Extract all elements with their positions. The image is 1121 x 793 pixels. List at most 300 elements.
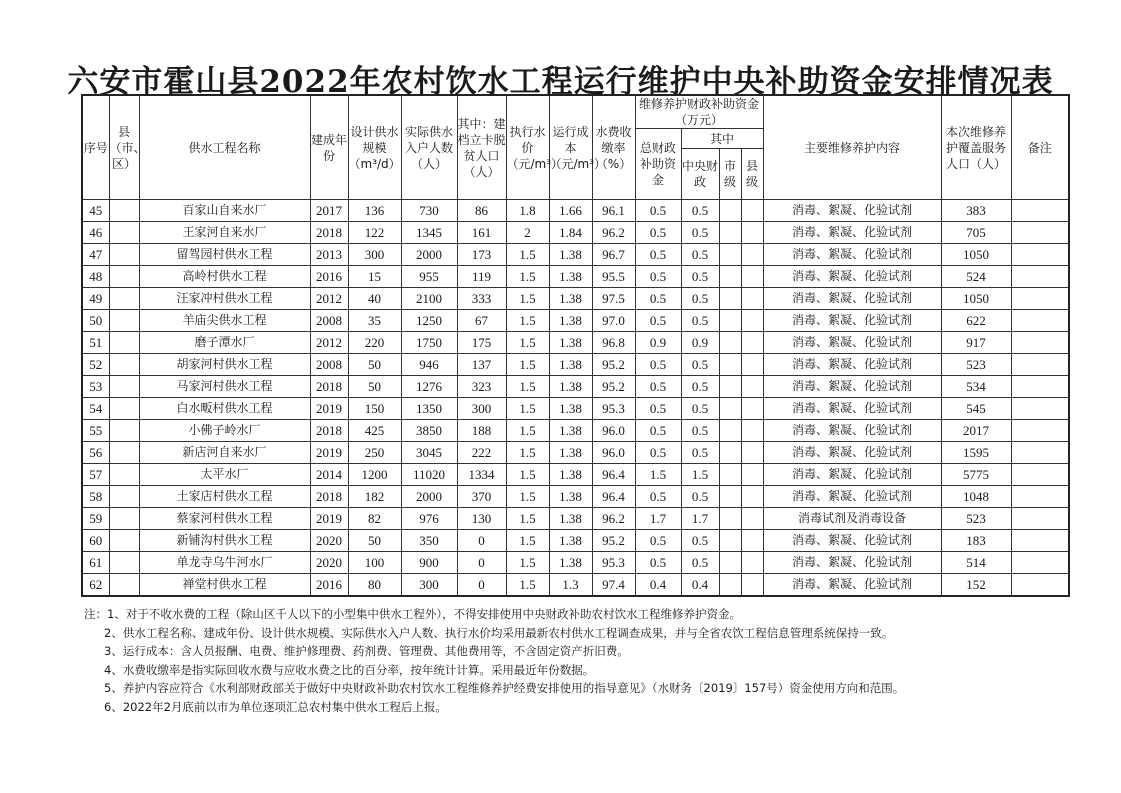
row-price: 1.5 (506, 552, 549, 574)
row-remark (1011, 530, 1069, 552)
row-city (719, 244, 741, 266)
row-rate: 95.3 (592, 398, 635, 420)
row-poor: 119 (457, 266, 506, 288)
table-row (82, 420, 1069, 442)
table-row (82, 376, 1069, 398)
header-design: 设计供水规模（m³/d） (348, 95, 401, 200)
header-actual: 实际供水入户人数（人） (401, 95, 457, 200)
row-countylvl (741, 244, 763, 266)
row-remark (1011, 574, 1069, 597)
row-central: 0.5 (681, 486, 719, 508)
row-county (109, 398, 139, 420)
row-total: 0.5 (635, 442, 681, 464)
table-row (82, 486, 1069, 508)
row-coverage: 152 (941, 574, 1011, 597)
row-poor: 370 (457, 486, 506, 508)
row-cost: 1.38 (549, 310, 592, 332)
row-seq: 61 (82, 552, 109, 574)
row-price: 2 (506, 222, 549, 244)
row-poor: 222 (457, 442, 506, 464)
row-remark (1011, 266, 1069, 288)
row-remark (1011, 376, 1069, 398)
row-total: 0.5 (635, 354, 681, 376)
row-year: 2020 (310, 552, 348, 574)
row-central: 0.5 (681, 530, 719, 552)
row-price: 1.5 (506, 508, 549, 530)
row-seq: 50 (82, 310, 109, 332)
row-central: 1.7 (681, 508, 719, 530)
row-remark (1011, 398, 1069, 420)
row-content: 消毒、絮凝、化验试剂 (763, 420, 941, 442)
row-year: 2008 (310, 310, 348, 332)
row-year: 2019 (310, 508, 348, 530)
row-city (719, 266, 741, 288)
row-coverage: 514 (941, 552, 1011, 574)
row-countylvl (741, 552, 763, 574)
row-name: 留驾园村供水工程 (139, 244, 310, 266)
row-price: 1.5 (506, 310, 549, 332)
row-content: 消毒、絮凝、化验试剂 (763, 222, 941, 244)
row-coverage: 183 (941, 530, 1011, 552)
row-design: 100 (348, 552, 401, 574)
row-name: 蔡家河村供水工程 (139, 508, 310, 530)
row-poor: 1334 (457, 464, 506, 486)
row-central: 1.5 (681, 464, 719, 486)
note-line: 2、供水工程名称、建成年份、设计供水规模、实际供水入户人数、执行水价均采用最新农村供水工程调查成果，并与全省农饮工程信息管理系统保持一致。 (104, 625, 894, 640)
row-remark (1011, 244, 1069, 266)
row-coverage: 1050 (941, 244, 1011, 266)
row-county (109, 310, 139, 332)
header-fund: 维修养护财政补助资金（万元） (635, 95, 763, 129)
row-rate: 97.5 (592, 288, 635, 310)
header-countylvl: 县级 (741, 149, 763, 200)
row-content: 消毒、絮凝、化验试剂 (763, 530, 941, 552)
row-coverage: 2017 (941, 420, 1011, 442)
row-design: 425 (348, 420, 401, 442)
row-remark (1011, 288, 1069, 310)
row-price: 1.5 (506, 332, 549, 354)
row-cost: 1.38 (549, 552, 592, 574)
row-city (719, 376, 741, 398)
row-cost: 1.38 (549, 398, 592, 420)
row-central: 0.5 (681, 266, 719, 288)
row-actual: 2000 (401, 244, 457, 266)
row-coverage: 622 (941, 310, 1011, 332)
row-coverage: 523 (941, 508, 1011, 530)
row-cost: 1.38 (549, 464, 592, 486)
row-rate: 96.4 (592, 486, 635, 508)
row-actual: 955 (401, 266, 457, 288)
row-year: 2020 (310, 530, 348, 552)
row-actual: 1750 (401, 332, 457, 354)
row-central: 0.5 (681, 244, 719, 266)
row-remark (1011, 420, 1069, 442)
row-poor: 67 (457, 310, 506, 332)
row-price: 1.5 (506, 574, 549, 597)
row-name: 新店河自来水厂 (139, 442, 310, 464)
row-content: 消毒、絮凝、化验试剂 (763, 310, 941, 332)
row-countylvl (741, 420, 763, 442)
row-content: 消毒试剂及消毒设备 (763, 508, 941, 530)
row-year: 2016 (310, 574, 348, 597)
row-name: 新铺沟村供水工程 (139, 530, 310, 552)
row-actual: 3850 (401, 420, 457, 442)
row-seq: 47 (82, 244, 109, 266)
row-cost: 1.3 (549, 574, 592, 597)
row-actual: 900 (401, 552, 457, 574)
row-rate: 96.7 (592, 244, 635, 266)
row-actual: 11020 (401, 464, 457, 486)
row-design: 150 (348, 398, 401, 420)
row-county (109, 486, 139, 508)
row-remark (1011, 508, 1069, 530)
header-year: 建成年份 (310, 95, 348, 200)
row-poor: 323 (457, 376, 506, 398)
row-actual: 3045 (401, 442, 457, 464)
row-countylvl (741, 332, 763, 354)
row-design: 122 (348, 222, 401, 244)
row-cost: 1.38 (549, 288, 592, 310)
row-content: 消毒、絮凝、化验试剂 (763, 486, 941, 508)
row-rate: 96.0 (592, 420, 635, 442)
row-year: 2012 (310, 288, 348, 310)
row-seq: 58 (82, 486, 109, 508)
row-name: 太平水厂 (139, 464, 310, 486)
row-price: 1.5 (506, 376, 549, 398)
row-central: 0.5 (681, 222, 719, 244)
row-countylvl (741, 508, 763, 530)
row-central: 0.5 (681, 420, 719, 442)
row-content: 消毒、絮凝、化验试剂 (763, 266, 941, 288)
row-content: 消毒、絮凝、化验试剂 (763, 464, 941, 486)
row-city (719, 398, 741, 420)
row-central: 0.4 (681, 574, 719, 597)
funding-table (81, 94, 1070, 597)
row-seq: 59 (82, 508, 109, 530)
row-seq: 51 (82, 332, 109, 354)
row-price: 1.8 (506, 200, 549, 222)
row-city (719, 200, 741, 222)
row-year: 2012 (310, 332, 348, 354)
row-total: 1.7 (635, 508, 681, 530)
row-year: 2018 (310, 486, 348, 508)
page-title: 六安市霍山县2022年农村饮水工程运行维护中央补助资金安排情况表 (67, 64, 1054, 100)
table-row (82, 222, 1069, 244)
note-line: 注：1、对于不收水费的工程（除山区千人以下的小型集中供水工程外），不得安排使用中央财政补助农村饮水工程维修养护资金。 (84, 607, 742, 621)
row-coverage: 5775 (941, 464, 1011, 486)
row-cost: 1.38 (549, 332, 592, 354)
row-design: 220 (348, 332, 401, 354)
table-row (82, 266, 1069, 288)
row-coverage: 534 (941, 376, 1011, 398)
row-price: 1.5 (506, 354, 549, 376)
row-countylvl (741, 574, 763, 597)
row-city (719, 530, 741, 552)
header-content: 主要维修养护内容 (763, 95, 941, 200)
row-poor: 188 (457, 420, 506, 442)
row-year: 2013 (310, 244, 348, 266)
row-city (719, 552, 741, 574)
row-countylvl (741, 530, 763, 552)
row-total: 0.5 (635, 376, 681, 398)
row-cost: 1.38 (549, 244, 592, 266)
row-poor: 175 (457, 332, 506, 354)
row-price: 1.5 (506, 288, 549, 310)
row-cost: 1.38 (549, 530, 592, 552)
table-body (82, 200, 1069, 597)
row-countylvl (741, 222, 763, 244)
row-city (719, 574, 741, 597)
row-actual: 1276 (401, 376, 457, 398)
row-total: 0.5 (635, 200, 681, 222)
row-total: 0.4 (635, 574, 681, 597)
row-county (109, 574, 139, 597)
row-rate: 96.4 (592, 464, 635, 486)
row-county (109, 442, 139, 464)
note-line: 4、水费收缴率是指实际回收水费与应收水费之比的百分率，按年统计计算。采用最近年份数据。 (104, 662, 595, 677)
row-price: 1.5 (506, 464, 549, 486)
row-content: 消毒、絮凝、化验试剂 (763, 332, 941, 354)
row-county (109, 376, 139, 398)
row-countylvl (741, 464, 763, 486)
row-total: 0.5 (635, 552, 681, 574)
row-price: 1.5 (506, 530, 549, 552)
row-seq: 52 (82, 354, 109, 376)
row-county (109, 244, 139, 266)
table-row (82, 200, 1069, 222)
row-rate: 97.4 (592, 574, 635, 597)
row-cost: 1.66 (549, 200, 592, 222)
row-year: 2019 (310, 398, 348, 420)
row-actual: 1345 (401, 222, 457, 244)
row-coverage: 1595 (941, 442, 1011, 464)
row-content: 消毒、絮凝、化验试剂 (763, 574, 941, 597)
row-content: 消毒、絮凝、化验试剂 (763, 552, 941, 574)
row-county (109, 464, 139, 486)
row-name: 禅堂村供水工程 (139, 574, 310, 597)
row-county (109, 288, 139, 310)
table-row (82, 288, 1069, 310)
header-cost: 运行成本（元/m³） (549, 95, 592, 200)
row-total: 0.5 (635, 244, 681, 266)
table-row (82, 354, 1069, 376)
row-countylvl (741, 486, 763, 508)
row-design: 250 (348, 442, 401, 464)
row-year: 2018 (310, 222, 348, 244)
row-city (719, 354, 741, 376)
row-price: 1.5 (506, 266, 549, 288)
row-poor: 137 (457, 354, 506, 376)
row-poor: 0 (457, 552, 506, 574)
row-design: 50 (348, 530, 401, 552)
row-year: 2018 (310, 376, 348, 398)
row-poor: 86 (457, 200, 506, 222)
row-central: 0.5 (681, 398, 719, 420)
row-content: 消毒、絮凝、化验试剂 (763, 354, 941, 376)
row-seq: 56 (82, 442, 109, 464)
row-county (109, 354, 139, 376)
row-total: 0.9 (635, 332, 681, 354)
row-county (109, 420, 139, 442)
header-poor: 其中：建档立卡脱贫人口（人） (457, 95, 506, 200)
table-row (82, 552, 1069, 574)
row-poor: 300 (457, 398, 506, 420)
row-seq: 46 (82, 222, 109, 244)
row-actual: 2100 (401, 288, 457, 310)
row-city (719, 288, 741, 310)
row-name: 小佛子岭水厂 (139, 420, 310, 442)
row-county (109, 508, 139, 530)
row-total: 0.5 (635, 398, 681, 420)
row-name: 汪家冲村供水工程 (139, 288, 310, 310)
row-coverage: 523 (941, 354, 1011, 376)
row-design: 300 (348, 244, 401, 266)
row-city (719, 442, 741, 464)
table-row (82, 574, 1069, 597)
header-qizhong: 其中 (681, 129, 763, 149)
row-actual: 1350 (401, 398, 457, 420)
table-row (82, 508, 1069, 530)
row-name: 高岭村供水工程 (139, 266, 310, 288)
table-row (82, 310, 1069, 332)
row-poor: 333 (457, 288, 506, 310)
row-total: 0.5 (635, 530, 681, 552)
row-actual: 2000 (401, 486, 457, 508)
row-rate: 95.3 (592, 552, 635, 574)
row-seq: 49 (82, 288, 109, 310)
row-coverage: 524 (941, 266, 1011, 288)
row-content: 消毒、絮凝、化验试剂 (763, 288, 941, 310)
row-year: 2008 (310, 354, 348, 376)
row-rate: 96.2 (592, 508, 635, 530)
row-coverage: 917 (941, 332, 1011, 354)
row-price: 1.5 (506, 398, 549, 420)
row-central: 0.5 (681, 442, 719, 464)
row-name: 磨子潭水厂 (139, 332, 310, 354)
table-row (82, 332, 1069, 354)
row-content: 消毒、絮凝、化验试剂 (763, 244, 941, 266)
row-city (719, 464, 741, 486)
row-rate: 97.0 (592, 310, 635, 332)
row-price: 1.5 (506, 442, 549, 464)
row-actual: 730 (401, 200, 457, 222)
row-central: 0.9 (681, 332, 719, 354)
row-total: 1.5 (635, 464, 681, 486)
row-cost: 1.38 (549, 376, 592, 398)
row-remark (1011, 332, 1069, 354)
row-cost: 1.38 (549, 442, 592, 464)
row-countylvl (741, 376, 763, 398)
row-price: 1.5 (506, 420, 549, 442)
table-row (82, 464, 1069, 486)
row-cost: 1.38 (549, 508, 592, 530)
row-rate: 95.2 (592, 354, 635, 376)
table-row (82, 244, 1069, 266)
row-county (109, 222, 139, 244)
row-city (719, 332, 741, 354)
row-countylvl (741, 200, 763, 222)
row-county (109, 552, 139, 574)
row-city (719, 420, 741, 442)
row-coverage: 1048 (941, 486, 1011, 508)
row-remark (1011, 442, 1069, 464)
row-actual: 1250 (401, 310, 457, 332)
row-design: 50 (348, 376, 401, 398)
row-total: 0.5 (635, 486, 681, 508)
table-row (82, 442, 1069, 464)
row-price: 1.5 (506, 486, 549, 508)
row-name: 胡家河村供水工程 (139, 354, 310, 376)
header-total: 总财政补助资金 (635, 129, 681, 200)
row-rate: 96.1 (592, 200, 635, 222)
row-remark (1011, 552, 1069, 574)
header-central: 中央财政 (681, 149, 719, 200)
row-remark (1011, 354, 1069, 376)
row-actual: 946 (401, 354, 457, 376)
row-remark (1011, 486, 1069, 508)
row-city (719, 508, 741, 530)
row-name: 羊庙尖供水工程 (139, 310, 310, 332)
row-content: 消毒、絮凝、化验试剂 (763, 200, 941, 222)
row-poor: 0 (457, 530, 506, 552)
row-name: 土家店村供水工程 (139, 486, 310, 508)
row-county (109, 266, 139, 288)
row-county (109, 530, 139, 552)
note-line: 6、2022年2月底前以市为单位逐项汇总农村集中供水工程后上报。 (104, 699, 447, 714)
header-remark: 备注 (1011, 95, 1069, 200)
row-poor: 0 (457, 574, 506, 597)
header-project: 供水工程名称 (139, 95, 310, 200)
row-city (719, 222, 741, 244)
row-rate: 96.0 (592, 442, 635, 464)
row-city (719, 310, 741, 332)
row-cost: 1.38 (549, 266, 592, 288)
row-seq: 48 (82, 266, 109, 288)
row-countylvl (741, 398, 763, 420)
row-poor: 130 (457, 508, 506, 530)
row-name: 王家河自来水厂 (139, 222, 310, 244)
row-cost: 1.84 (549, 222, 592, 244)
row-rate: 96.8 (592, 332, 635, 354)
header-coverage: 本次维修养护覆盖服务人口（人） (941, 95, 1011, 200)
row-design: 35 (348, 310, 401, 332)
row-poor: 161 (457, 222, 506, 244)
row-seq: 60 (82, 530, 109, 552)
row-rate: 96.2 (592, 222, 635, 244)
row-total: 0.5 (635, 420, 681, 442)
row-seq: 62 (82, 574, 109, 597)
header-seq: 序号 (82, 95, 109, 200)
row-central: 0.5 (681, 310, 719, 332)
row-design: 80 (348, 574, 401, 597)
row-name: 马家河村供水工程 (139, 376, 310, 398)
row-coverage: 705 (941, 222, 1011, 244)
row-design: 82 (348, 508, 401, 530)
note-line: 3、运行成本：含人员报酬、电费、维护修理费、药剂费、管理费、其他费用等，不含固定资产折旧费。 (104, 644, 629, 658)
row-actual: 976 (401, 508, 457, 530)
row-county (109, 332, 139, 354)
row-remark (1011, 310, 1069, 332)
row-year: 2016 (310, 266, 348, 288)
row-central: 0.5 (681, 376, 719, 398)
row-name: 单龙寺乌牛河水厂 (139, 552, 310, 574)
row-countylvl (741, 266, 763, 288)
row-poor: 173 (457, 244, 506, 266)
row-rate: 95.5 (592, 266, 635, 288)
row-year: 2014 (310, 464, 348, 486)
row-coverage: 383 (941, 200, 1011, 222)
row-design: 15 (348, 266, 401, 288)
